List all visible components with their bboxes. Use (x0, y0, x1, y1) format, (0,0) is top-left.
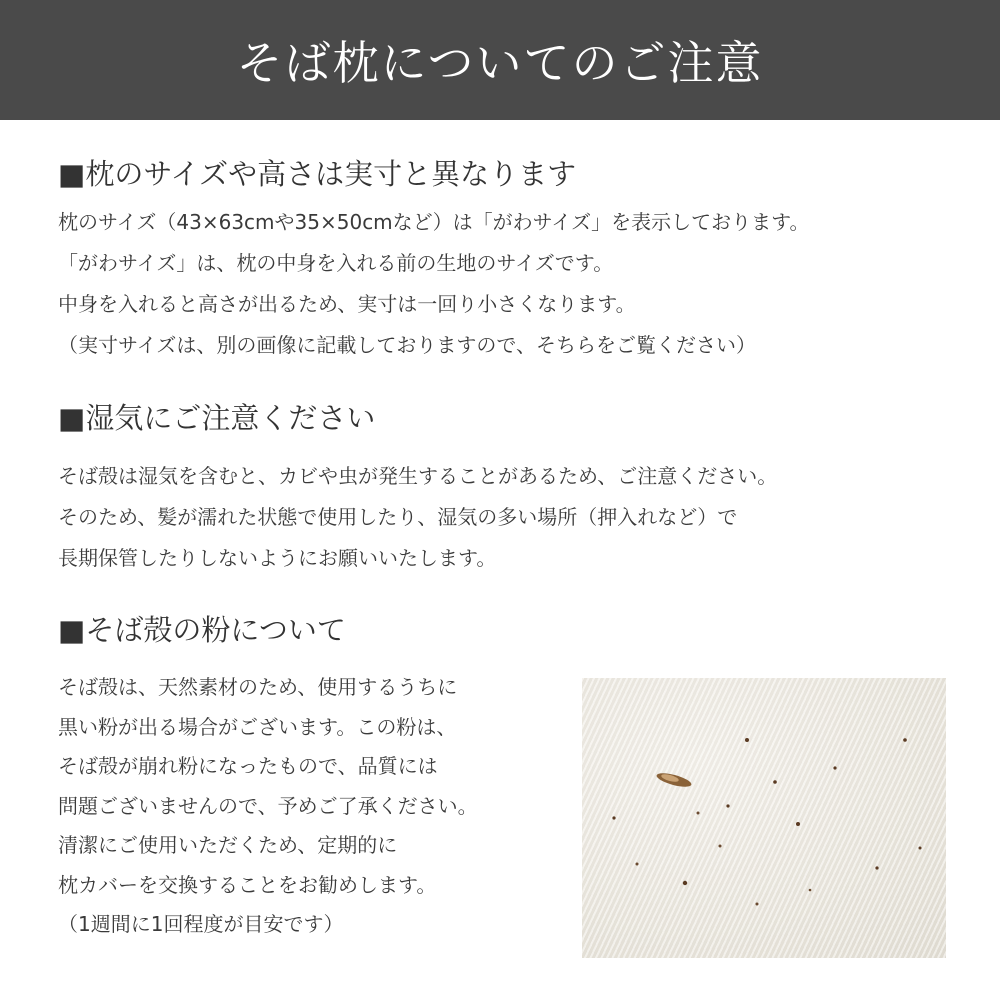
page-header (0, 0, 1000, 120)
dust-particle (875, 866, 878, 869)
body-line: 清潔にご使用いただくため、定期的に (58, 833, 398, 857)
body-line: （1週間に1回程度が目安です） (58, 912, 344, 936)
section-humidity (58, 398, 980, 579)
body-line: そば殻は、天然素材のため、使用するうちに (58, 675, 458, 699)
body-line: そば殻が崩れ粉になったもので、品質には (58, 754, 438, 778)
dust-particle (833, 766, 836, 769)
body-line: 枕カバーを交換することをお勧めします。 (58, 872, 437, 897)
body-line: 黒い粉が出る場合がございます。この粉は、 (58, 714, 457, 739)
body-line: 「がわサイズ」は、枕の中身を入れる前の生地のサイズです。 (58, 251, 614, 275)
dust-particle (773, 780, 777, 784)
dust-particle (809, 889, 812, 892)
dust-particle (726, 804, 729, 807)
section-heading: ■枕のサイズや高さは実寸と異なります (58, 157, 577, 191)
husk-particles (582, 678, 946, 958)
dust-particle (697, 812, 700, 815)
dust-particle (683, 881, 687, 885)
body-line: 中身を入れると高さが出るため、実寸は一回り小さくなります。 (58, 292, 636, 316)
dust-particle (612, 816, 615, 819)
body-line: （実寸サイズは、別の画像に記載しておりますので、そちらをご覧ください） (58, 333, 756, 357)
fabric-closeup-photo (582, 678, 946, 958)
dust-particle (756, 903, 759, 906)
page-title: そば枕についてのご注意 (236, 36, 764, 90)
body-line: 問題ございませんので、予めご了承ください。 (58, 793, 478, 818)
dust-particle (903, 738, 907, 742)
dust-particle (745, 738, 749, 742)
body-line: 長期保管したりしないようにお願いいたします。 (58, 546, 497, 570)
body-line: 枕のサイズ（43×63cmや35×50cmなど）は「がわサイズ」を表示しております。 (58, 210, 810, 234)
section-heading: ■そば殻の粉について (58, 613, 346, 647)
dust-particle (719, 845, 722, 848)
body-line: そのため、髪が濡れた状態で使用したり、湿気の多い場所（押入れなど）で (58, 505, 738, 529)
dust-particle (796, 822, 800, 826)
dust-particle (919, 847, 922, 850)
section-heading: ■湿気にご注意ください (58, 401, 376, 435)
body-line: そば殻は湿気を含むと、カビや虫が発生することがあるため、ご注意ください。 (58, 464, 778, 488)
section-pillow-size (58, 154, 980, 366)
dust-particle (636, 863, 639, 866)
